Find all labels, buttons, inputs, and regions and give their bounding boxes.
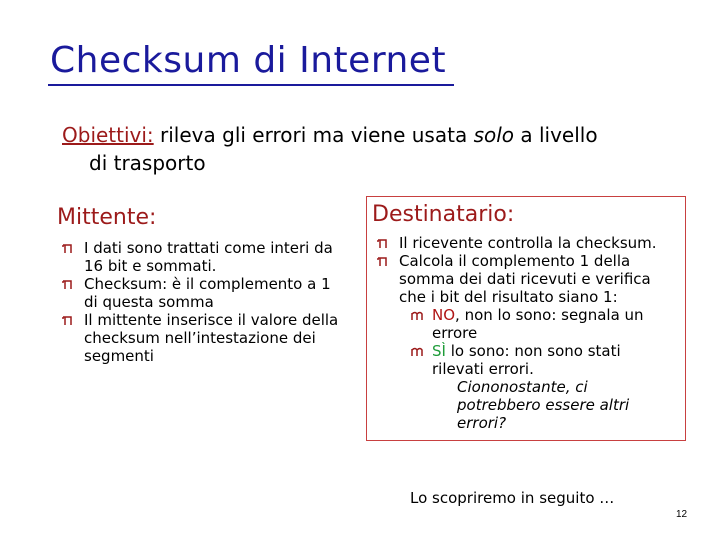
receiver-note: Ciononostante, ci potrebbero essere altri errori? <box>457 378 630 432</box>
objective-text-1: rileva gli errori ma viene usata <box>153 123 474 147</box>
list-item <box>374 252 674 432</box>
bullet-icon <box>62 315 73 326</box>
sub-bullet-icon <box>411 346 424 357</box>
objective-text-2: a livello <box>514 123 598 147</box>
receiver-list <box>374 234 674 432</box>
objective-emphasis: solo <box>473 123 515 147</box>
conclusion-text: Lo scopriremo in seguito … <box>410 489 615 507</box>
list-item <box>59 239 349 275</box>
subitem-text: , non lo sono: segnala un errore <box>432 306 644 342</box>
receiver-item-text: Calcola il complemento 1 della somma dei dati ricevuti e verifica che i bit del risultato siano 1: <box>399 252 651 306</box>
bullet-icon <box>377 238 388 249</box>
sub-bullet-icon <box>411 310 424 321</box>
receiver-title: Destinatario: <box>372 202 515 227</box>
sender-item-text: Il mittente inserisce il valore della checksum nell’intestazione dei segmenti <box>84 311 339 365</box>
sender-list <box>59 239 349 365</box>
objective-text <box>62 121 682 177</box>
slide-title: Checksum di Internet <box>50 40 447 81</box>
objective-label: Obiettivi: <box>62 123 154 147</box>
sender-item-text: Checksum: è il complemento a 1 di questa somma <box>84 275 331 311</box>
list-item <box>399 342 674 378</box>
receiver-sublist <box>399 306 674 378</box>
bullet-icon <box>62 243 73 254</box>
sender-title: Mittente: <box>57 205 157 230</box>
receiver-item-text: Il ricevente controlla la checksum. <box>399 234 657 252</box>
title-underline <box>48 84 454 86</box>
si-keyword: SÌ <box>432 342 446 360</box>
sender-item-text: I dati sono trattati come interi da 16 bit e sommati. <box>84 239 333 275</box>
no-keyword: NO <box>432 306 456 324</box>
list-item <box>59 275 349 311</box>
list-item <box>59 311 349 365</box>
list-item <box>399 306 674 342</box>
subitem-text: lo sono: non sono stati rilevati errori. <box>432 342 621 378</box>
page-number: 12 <box>676 509 688 520</box>
bullet-icon <box>377 256 388 267</box>
bullet-icon <box>62 279 73 290</box>
list-item <box>374 234 674 252</box>
objective-text-line2: di trasporto <box>89 151 206 175</box>
